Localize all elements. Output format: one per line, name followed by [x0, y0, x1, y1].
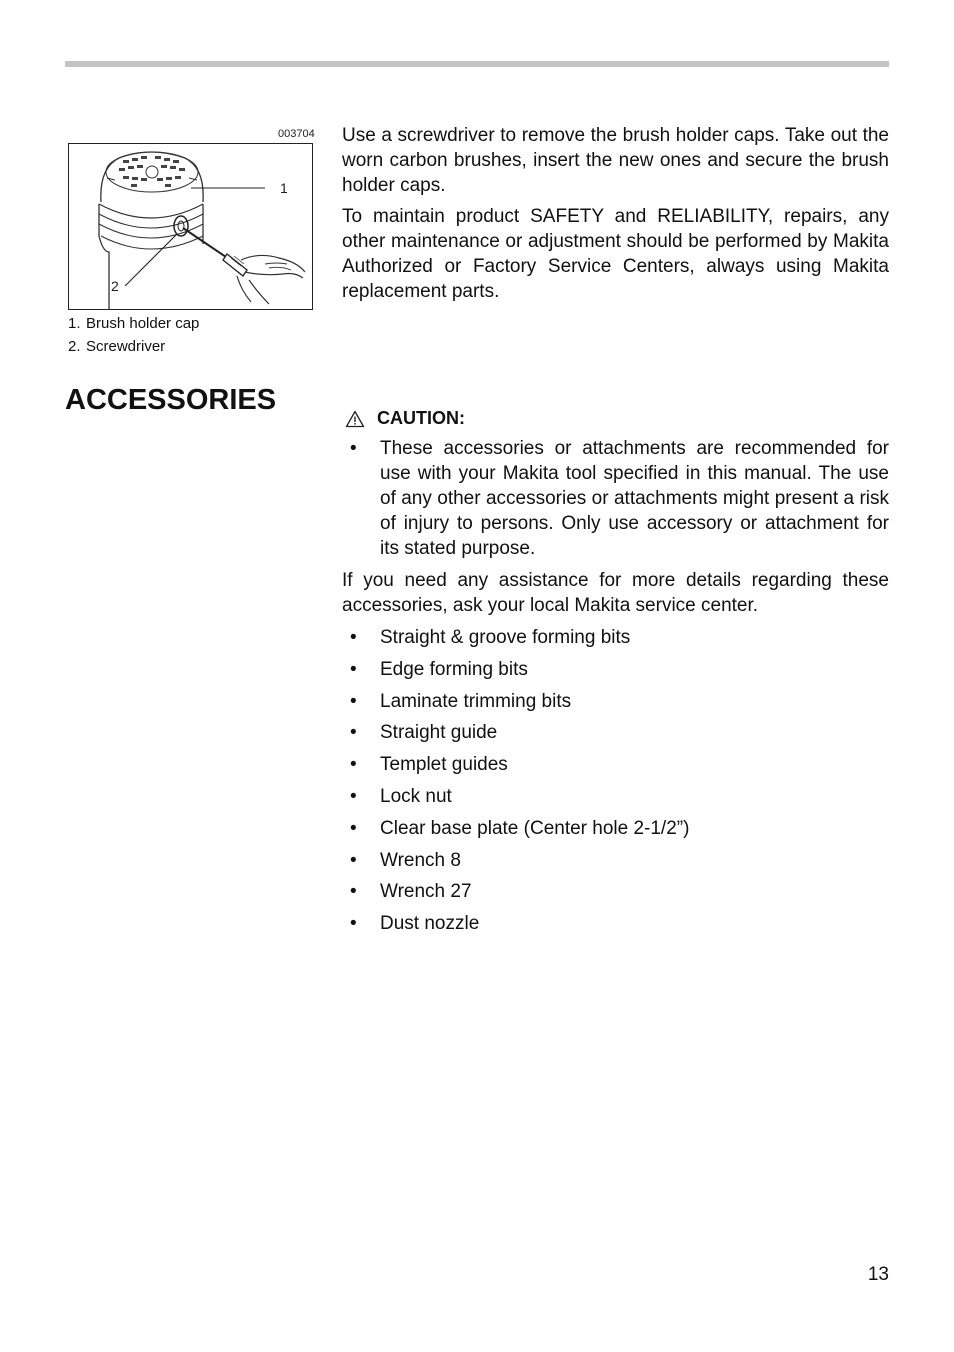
bullet: •: [350, 849, 357, 871]
bullet: •: [350, 913, 357, 935]
brush-holder-figure: [68, 143, 313, 310]
figure-code: 003704: [278, 128, 315, 140]
bullet: •: [350, 627, 357, 648]
bullet: •: [350, 438, 357, 459]
list-item: • Wrench 8: [350, 849, 461, 871]
bullet: •: [350, 690, 357, 712]
list-item: • Templet guides: [350, 754, 508, 776]
list-item: • Wrench 27: [350, 881, 472, 903]
bullet: •: [350, 785, 357, 807]
accessories-list: [342, 625, 889, 943]
list-item: • Straight & groove forming bits: [350, 627, 631, 648]
list-item: • Lock nut: [350, 785, 452, 807]
brush-replacement-paragraph: Use a screwdriver to remove the brush holder caps. Take out the worn carbon brushes, insert the new ones and secure the brush holder caps.: [342, 125, 889, 196]
page-number: 13: [867, 1264, 889, 1285]
callout-2: 2: [111, 278, 119, 294]
list-item: • Clear base plate (Center hole 2-1/2”): [350, 817, 690, 839]
bullet: •: [350, 754, 357, 776]
bullet: •: [350, 881, 357, 903]
caption-brush-holder-cap: 1. Brush holder cap: [68, 315, 200, 332]
list-item: • Straight guide: [350, 722, 498, 744]
list-item: • Dust nozzle: [350, 913, 480, 935]
warning-triangle-icon: [345, 410, 365, 428]
list-item: • Edge forming bits: [350, 658, 528, 680]
figure-captions: [68, 312, 199, 358]
maintenance-paragraph: To maintain product SAFETY and RELIABILITY, repairs, any other maintenance or adjustment should be performed by Makita Authorized or Factory Service Centers, always using Makita replacement parts.: [342, 206, 889, 302]
bullet: •: [350, 722, 357, 744]
caption-screwdriver: 2. Screwdriver: [68, 338, 166, 355]
caution-label: CAUTION:: [345, 408, 465, 429]
bullet: •: [350, 658, 357, 680]
caution-list: [342, 436, 889, 561]
caution-item: • These accessories or attachments are recommended for use with your Makita tool specified in this manual. The use of any other accessories or attachments might present a risk of injury to persons. Only use accessory or attachment for its stated purpose.: [350, 438, 889, 559]
brush-holder-illustration: [69, 144, 312, 309]
accessories-heading: ACCESSORIES: [65, 384, 277, 416]
assistance-paragraph: If you need any assistance for more details regarding these accessories, ask your local Makita service center.: [342, 570, 889, 616]
callout-1: 1: [280, 180, 288, 196]
list-item: • Laminate trimming bits: [350, 690, 572, 712]
top-rule: [65, 61, 889, 67]
bullet: •: [350, 817, 357, 839]
